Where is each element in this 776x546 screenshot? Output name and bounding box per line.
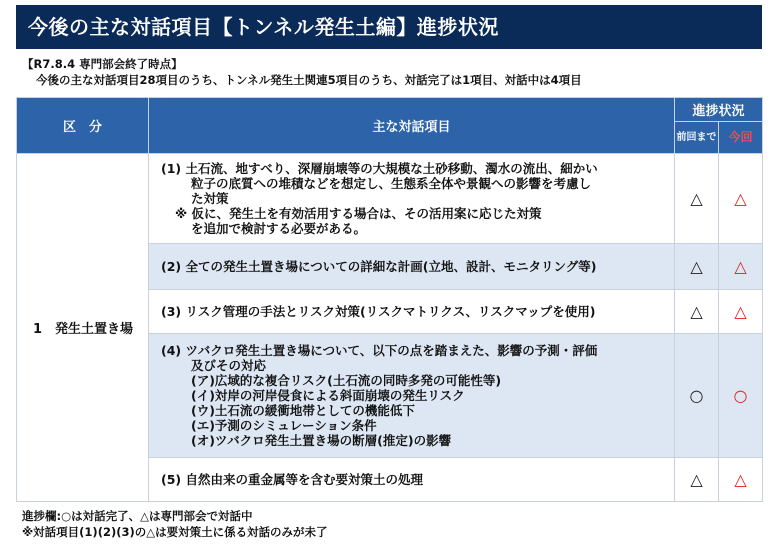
status-summary: 今後の主な対話項目28項目のうち、トンネル発生土関連5項目のうち、対話完了は1項目、対話中は4項目 (36, 73, 582, 87)
header-progress: 進捗状況 (675, 98, 763, 122)
item-text: 粒子の底質への堆積などを想定し、生態系全体や景観への影響を考慮し (191, 176, 592, 191)
item-text: 及びその対応 (191, 358, 267, 373)
now-status-mark: △ (719, 458, 763, 502)
header-now: 今回 (719, 122, 763, 154)
item-4 (149, 334, 675, 458)
prev-status-mark: ○ (675, 334, 719, 458)
prev-status-mark: △ (675, 290, 719, 334)
item-text: (1) 土石流、地すべり、深層崩壊等の大規模な土砂移動、濁水の流出、細かい (161, 161, 598, 176)
header-division: 区 分 (17, 98, 149, 154)
item-5 (149, 458, 675, 502)
header-items: 主な対話項目 (149, 98, 675, 154)
item-text: (4) ツバクロ発生土置き場について、以下の点を踏まえた、影響の予測・評価 (161, 343, 598, 358)
page-title: 今後の主な対話項目【トンネル発生土編】進捗状況 (16, 5, 762, 49)
item-note: を追加で検討する必要がある。 (191, 221, 367, 236)
item-note: ※ 仮に、発生土を有効活用する場合は、その活用案に応じた対策 (175, 206, 542, 221)
item-text: (5) 自然由来の重金属等を含む要対策土の処理 (161, 472, 423, 487)
item-text: た対策 (191, 191, 229, 206)
item-2 (149, 244, 675, 290)
status-note (22, 56, 582, 88)
item-subpoint: (エ)予測のシミュレーション条件 (191, 418, 377, 433)
prev-status-mark: △ (675, 458, 719, 502)
item-subpoint: (イ)対岸の河岸侵食による斜面崩壊の発生リスク (191, 388, 465, 403)
item-subpoint: (オ)ツバクロ発生土置き場の断層(推定)の影響 (191, 433, 452, 448)
item-1 (149, 154, 675, 244)
item-3 (149, 290, 675, 334)
now-status-mark: ○ (719, 334, 763, 458)
legend-note (22, 508, 328, 540)
legend-line: ※対話項目(1)(2)(3)の△は要対策土に係る対話のみが未了 (22, 525, 328, 539)
item-subpoint: (ウ)土石流の緩衝地帯としての機能低下 (191, 403, 415, 418)
prev-status-mark: △ (675, 154, 719, 244)
item-text: (2) 全ての発生土置き場についての詳細な計画(立地、設計、モニタリング等) (161, 259, 597, 274)
item-text: (3) リスク管理の手法とリスク対策(リスクマトリクス、リスクマップを使用) (161, 304, 596, 319)
now-status-mark: △ (719, 290, 763, 334)
header-prev: 前回まで (675, 122, 719, 154)
now-status-mark: △ (719, 154, 763, 244)
now-status-mark: △ (719, 244, 763, 290)
status-date: 【R7.8.4 専門部会終了時点】 (22, 57, 183, 71)
division-label: 1 発生土置き場 (17, 154, 149, 502)
prev-status-mark: △ (675, 244, 719, 290)
item-subpoint: (ア)広域的な複合リスク(土石流の同時多発の可能性等) (191, 373, 502, 388)
progress-table (16, 97, 763, 502)
table-row (17, 154, 763, 244)
legend-line: 進捗欄:○は対話完了、△は専門部会で対話中 (22, 509, 253, 523)
